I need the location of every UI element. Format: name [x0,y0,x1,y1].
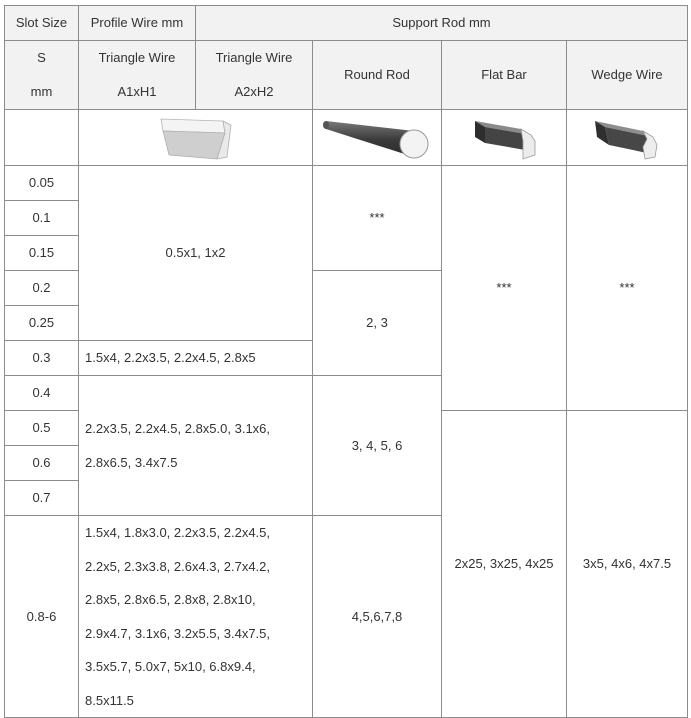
slot-unit-header [5,41,79,110]
slot-symbol: S [37,50,46,65]
profile-line: 1.5x4, 1.8x3.0, 2.2x3.5, 2.2x4.5, [85,525,271,540]
triangle-wire-profile-icon [151,115,241,161]
profile-line: 8.5x11.5 [85,692,134,708]
image-row-blank [5,110,79,166]
flat-bar-icon [469,115,539,161]
slot-value: 0.5 [5,411,79,446]
flat-bar-header: Flat Bar [442,41,567,110]
profile-line: 2.8x6.5, 3.4x7.5 [85,454,178,470]
slot-value: 0.6 [5,446,79,481]
slot-value: 0.4 [5,376,79,411]
flat-bar-values: *** [442,166,567,411]
slot-value: 0.1 [5,201,79,236]
round-rod-values: 4,5,6,7,8 [313,516,442,718]
profile-wire-header: Profile Wire mm [79,6,196,41]
profile-line: 2.2x3.5, 2.2x4.5, 2.8x5.0, 3.1x6, [85,421,271,436]
slot-value: 0.05 [5,166,79,201]
triangle-wire-1-header [79,41,196,110]
slot-value: 0.7 [5,481,79,516]
profile-line: 2.9x4.7, 3.1x6, 3.2x5.5, 3.4x7.5, [85,625,271,641]
triangle-wire-2-label: Triangle Wire [215,50,293,65]
slot-size-header: Slot Size [5,6,79,41]
triangle-wire-2-dims: A2xH2 [234,84,274,99]
round-rod-image-cell [313,110,442,166]
profile-line: 3.5x5.7, 5.0x7, 5x10, 6.8x9.4, [85,659,256,674]
round-rod-values: 3, 4, 5, 6 [313,376,442,516]
triangle-wire-2-header [196,41,313,110]
profile-line: 2.8x5, 2.8x6.5, 2.8x8, 2.8x10, [85,592,256,607]
slot-value: 0.2 [5,271,79,306]
wedge-wire-image-cell [567,110,688,166]
round-rod-header: Round Rod [313,41,442,110]
round-rod-values: 2, 3 [313,271,442,376]
flat-bar-image-cell [442,110,567,166]
triangle-wire-1-dims: A1xH1 [117,84,157,99]
slot-value: 0.3 [5,341,79,376]
wedge-wire-icon [587,115,667,161]
round-rod-icon [322,115,432,161]
profile-wire-values: 1.5x4, 2.2x3.5, 2.2x4.5, 2.8x5 [79,341,313,376]
wedge-wire-values: *** [567,166,688,411]
slot-unit: mm [30,84,53,99]
slot-value: 0.8-6 [5,516,79,718]
slot-value: 0.25 [5,306,79,341]
support-rod-header: Support Rod mm [196,6,688,41]
slot-value: 0.15 [5,236,79,271]
triangle-wire-image-cell [79,110,313,166]
round-rod-values: *** [313,166,442,271]
slot-size-spec-table [4,5,688,718]
profile-wire-values [79,376,313,516]
wedge-wire-values: 3x5, 4x6, 4x7.5 [567,411,688,718]
profile-line: 2.2x5, 2.3x3.8, 2.6x4.3, 2.7x4.2, [85,558,271,574]
wedge-wire-header: Wedge Wire [567,41,688,110]
flat-bar-values: 2x25, 3x25, 4x25 [442,411,567,718]
profile-wire-values [79,516,313,718]
profile-wire-values: 0.5x1, 1x2 [79,166,313,341]
triangle-wire-1-label: Triangle Wire [98,50,176,65]
